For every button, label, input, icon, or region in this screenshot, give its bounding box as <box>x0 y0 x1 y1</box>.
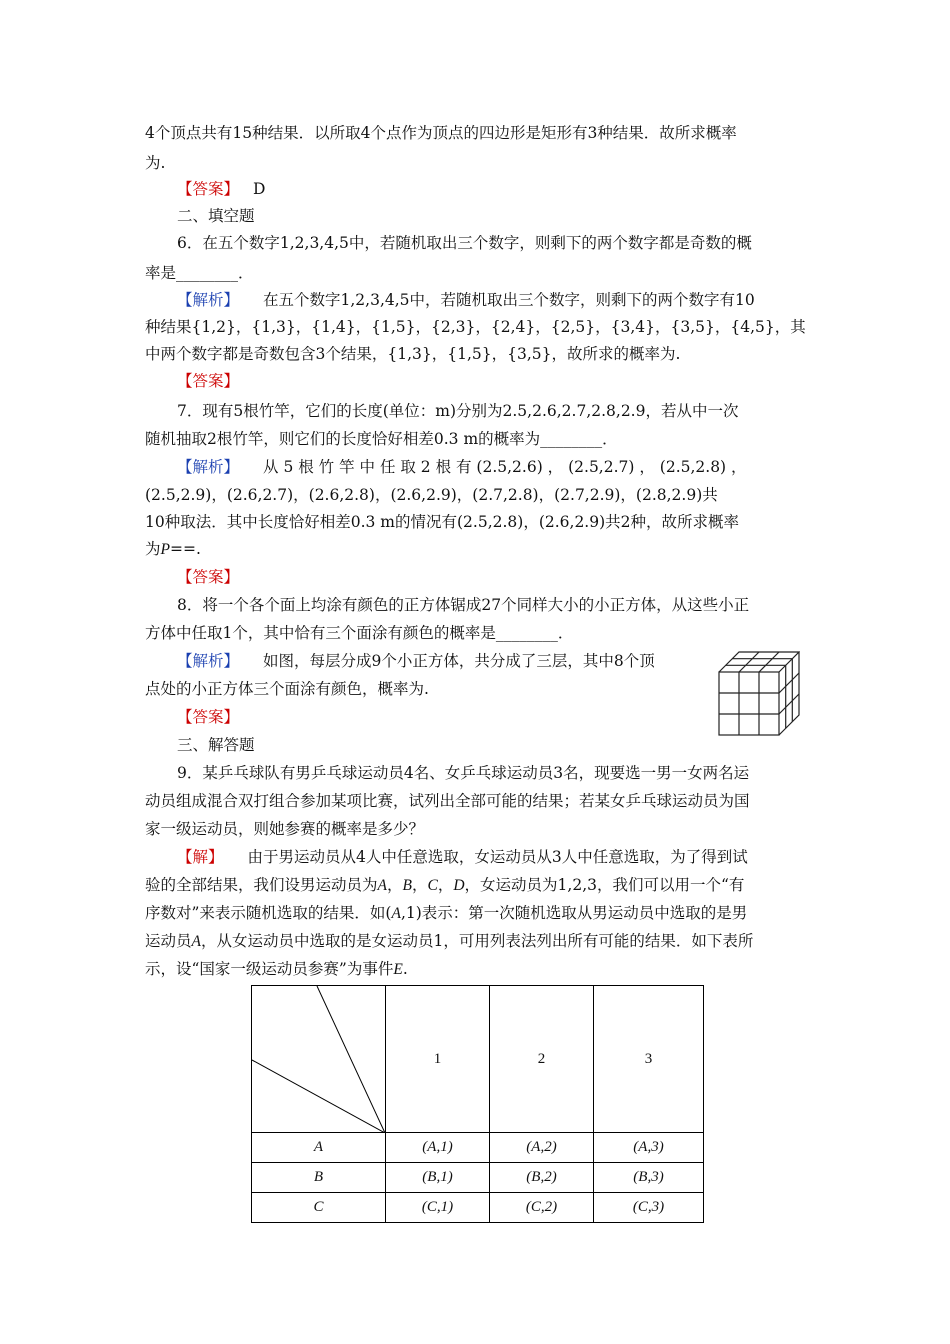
question-8-line: 8．将一个各个面上均涂有颜色的正方体锯成27个同样大小的小正方体，从这些小正 <box>177 596 750 614</box>
column-header: 1 <box>386 986 490 1133</box>
analysis-text: ==. <box>169 540 201 558</box>
question-6-line: 6．在五个数字1,2,3,4,5中，若随机取出三个数字，则剩下的两个数字都是奇数的概 <box>177 234 752 252</box>
table-row <box>252 1133 704 1163</box>
variable-b: B <box>402 877 412 894</box>
question-7-line: 7．现有5根竹竿，它们的长度(单位：m)分别为2.5,2.6,2.7,2.8,2.9，若从中一次 <box>177 402 739 420</box>
solution-text: ,1)表示：第一次随机选取从男运动员中选取的是男 <box>400 904 748 922</box>
table-cell: (B,1) <box>386 1163 490 1193</box>
solution-9-line <box>145 958 408 981</box>
answer-label: 【答案】 <box>177 568 240 586</box>
answer-label-7 <box>177 566 239 588</box>
solution-9-line <box>145 930 753 953</box>
variable-a: A <box>191 933 201 950</box>
variable-p: P <box>160 541 170 558</box>
solution-text: 验的全部结果，我们设男运动员为 <box>145 876 378 894</box>
table-header-row <box>252 986 704 1133</box>
table-cell: (A,1) <box>386 1133 490 1163</box>
question-6-line: 率是________． <box>145 264 254 282</box>
variable-e: E <box>393 961 403 978</box>
question-8-line: 方体中任取1个，其中恰有三个面涂有颜色的概率是________． <box>145 624 574 642</box>
diagonal-lines <box>252 986 385 1133</box>
answer-label-6 <box>177 370 239 392</box>
table-cell: (A,3) <box>594 1133 704 1163</box>
table-cell: (A,2) <box>490 1133 594 1163</box>
solution-9-line <box>177 846 748 868</box>
analysis-6-line: 中两个数字都是奇数包含3个结果，{1,3}，{1,5}，{3,5}，故所求的概率为. <box>145 345 681 363</box>
column-header: 3 <box>594 986 704 1133</box>
answer-label: 【答案】 <box>177 372 240 390</box>
answer-value: D <box>253 180 266 198</box>
table-row <box>252 1163 704 1193</box>
paragraph-line: 为. <box>145 154 166 172</box>
analysis-8-line <box>177 650 655 672</box>
solution-text: 示，设“国家一级运动员参赛”为事件 <box>145 960 394 978</box>
row-header: A <box>252 1133 386 1163</box>
variable-d: D <box>453 877 465 894</box>
column-header: 2 <box>490 986 594 1133</box>
table-cell: (C,2) <box>490 1193 594 1223</box>
analysis-6-line: 种结果{1,2}，{1,3}，{1,4}，{1,5}，{2,3}，{2,4}，{2,5}，{3,4}，{3,5}，{4,5}，其 <box>145 318 806 336</box>
table-row <box>252 1193 704 1223</box>
analysis-text: 在五个数字1,2,3,4,5中，若随机取出三个数字，则剩下的两个数字有10 <box>263 291 755 309</box>
answer-row-5 <box>177 178 265 200</box>
section-heading: 二、填空题 <box>177 207 255 225</box>
solution-9-line: 验的全部结果，我们设男运动员为A，B，C，D，女运动员为1,2,3，我们可以用一个“有 <box>145 876 745 894</box>
answer-label: 【答案】 <box>177 708 240 726</box>
analysis-7-line: (2.5,2.9)，(2.6,2.7)，(2.6,2.8)，(2.6,2.9)，(2.7,2.8)，(2.7,2.9)，(2.8,2.9)共 <box>145 486 718 504</box>
question-9-line: 动员组成混合双打组合参加某项比赛，试列出全部可能的结果；若某女乒乓球运动员为国 <box>145 792 750 810</box>
answer-label-8 <box>177 706 239 728</box>
question-7-line: 随机抽取2根竹竿，则它们的长度恰好相差0.3 m的概率为________． <box>145 430 618 448</box>
question-9-line: 9．某乒乓球队有男乒乓球运动员4名、女乒乓球运动员3名，现要选一男一女两名运 <box>177 764 750 782</box>
table-cell: (B,3) <box>594 1163 704 1193</box>
analysis-7-line: 10种取法．其中长度恰好相差0.3 m的情况有(2.5,2.8)，(2.6,2.9)共2种，故所求概率 <box>145 513 740 531</box>
analysis-label: 【解析】 <box>177 458 240 476</box>
analysis-label: 【解析】 <box>177 652 240 670</box>
analysis-text: 为 <box>145 540 161 558</box>
solution-label: 【解】 <box>177 848 224 866</box>
results-table <box>251 985 704 1223</box>
table-cell: (C,1) <box>386 1193 490 1223</box>
solution-text: 序数对”来表示随机选取的结果．如( <box>145 904 392 922</box>
row-header: C <box>252 1193 386 1223</box>
answer-label: 【答案】 <box>177 180 240 198</box>
analysis-text: 如图，每层分成9个小正方体，共分成了三层，其中8个顶 <box>263 652 655 670</box>
table-cell: (B,2) <box>490 1163 594 1193</box>
analysis-8-line: 点处的小正方体三个面涂有颜色，概率为. <box>145 680 429 698</box>
solution-text: 运动员 <box>145 932 192 950</box>
question-9-line: 家一级运动员，则她参赛的概率是多少？ <box>145 820 425 838</box>
paragraph-line: 4个顶点共有15种结果．以所取4个点作为顶点的四边形是矩形有3种结果．故所求概率 <box>145 124 737 142</box>
solution-9-line <box>145 902 747 925</box>
variable-a: A <box>391 905 401 922</box>
variable-c: C <box>427 877 438 894</box>
diagonal-header-cell <box>252 986 386 1133</box>
solution-text: 由于男运动员从4人中任意选取，女运动员从3人中任意选取，为了得到试 <box>247 848 748 866</box>
solution-text: ，女运动员为1,2,3，我们可以用一个“有 <box>464 876 745 894</box>
analysis-text: 从 5 根 竹 竿 中 任 取 2 根 有 (2.5,2.6) ， (2.5,2.7) ， (2.5,2.8) ， <box>263 458 747 476</box>
cube-figure <box>718 651 800 737</box>
solution-text: ，从女运动员中选取的是女运动员1，可用列表法列出所有可能的结果．如下表所 <box>200 932 754 950</box>
variable-a: A <box>377 877 387 894</box>
analysis-7-line <box>177 456 747 478</box>
table-cell: (C,3) <box>594 1193 704 1223</box>
analysis-6-line <box>177 289 755 311</box>
row-header: B <box>252 1163 386 1193</box>
analysis-7-line <box>145 538 201 561</box>
solution-text: . <box>402 960 408 978</box>
section-heading: 三、解答题 <box>177 736 255 754</box>
analysis-label: 【解析】 <box>177 291 240 309</box>
